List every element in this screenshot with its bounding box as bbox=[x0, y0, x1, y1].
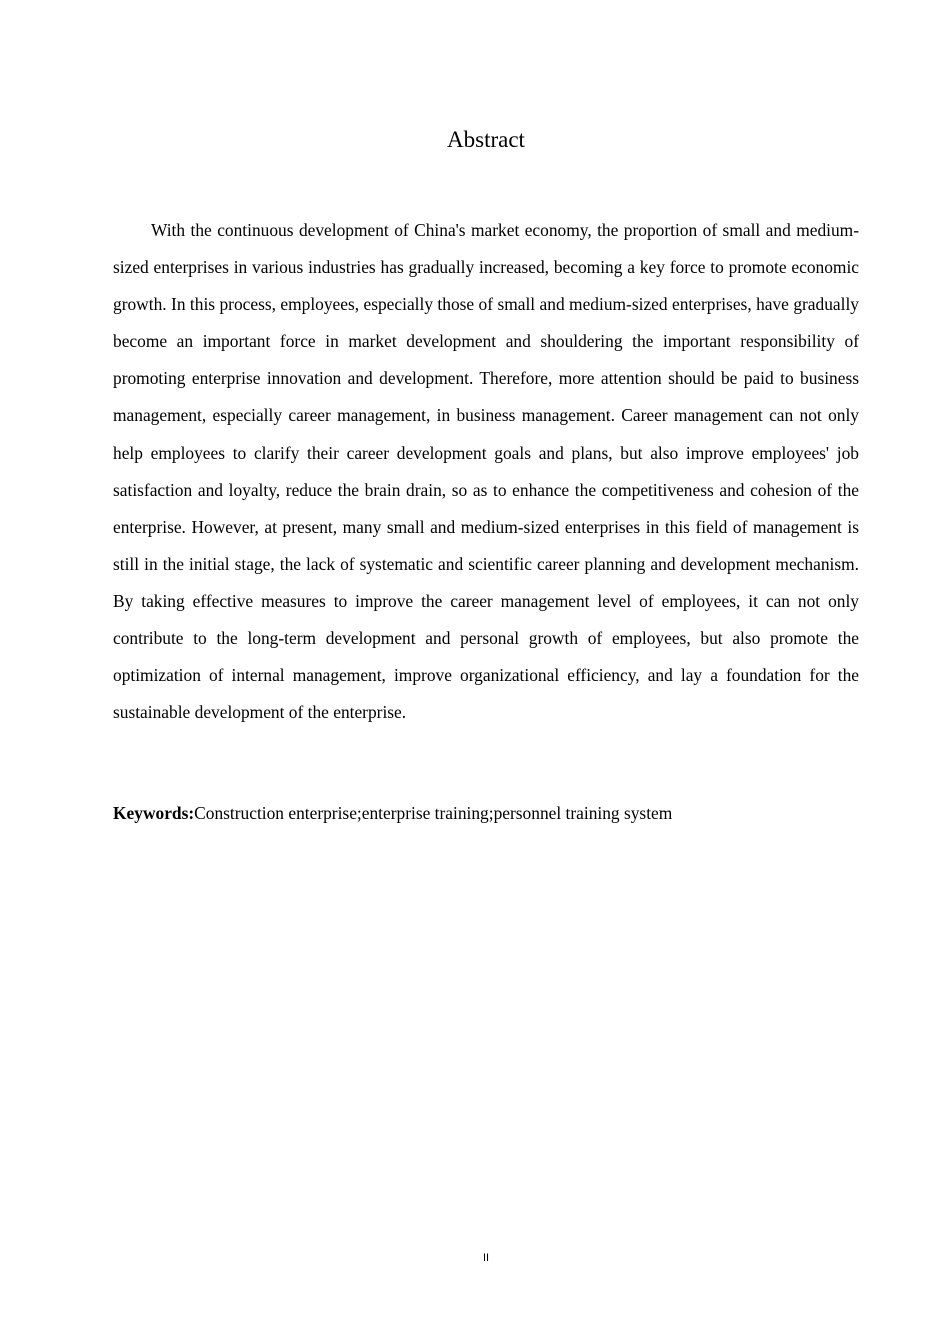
keywords-label: Keywords: bbox=[113, 803, 195, 823]
keywords-line bbox=[113, 796, 859, 830]
keywords-text: Construction enterprise;enterprise training;personnel training system bbox=[194, 803, 673, 823]
abstract-title: Abstract bbox=[447, 127, 525, 152]
page-number: II bbox=[482, 1252, 490, 1264]
abstract-body: With the continuous development of China's market economy, the proportion of small and medium-sized enterprises in various industries has gradually increased, becoming a key force to promote economic growth. In this process, employees, especially those of small and medium-sized enterprises, have gradually become an important force in market development and shouldering the important responsibility of promoting enterprise innovation and development. Therefore, more attention should be paid to business management, especially career management, in business management. Career management can not only help employees to clarify their career development goals and plans, but also improve employees' job satisfaction and loyalty, reduce the brain drain, so as to enhance the competitiveness and cohesion of the enterprise. However, at present, many small and medium-sized enterprises in this field of management is still in the initial stage, the lack of systematic and scientific career planning and development mechanism. By taking effective measures to improve the career management level of employees, it can not only contribute to the long-term development and personal growth of employees, but also promote the optimization of internal management, improve organizational efficiency, and lay a foundation for the sustainable development of the enterprise. bbox=[113, 220, 859, 723]
